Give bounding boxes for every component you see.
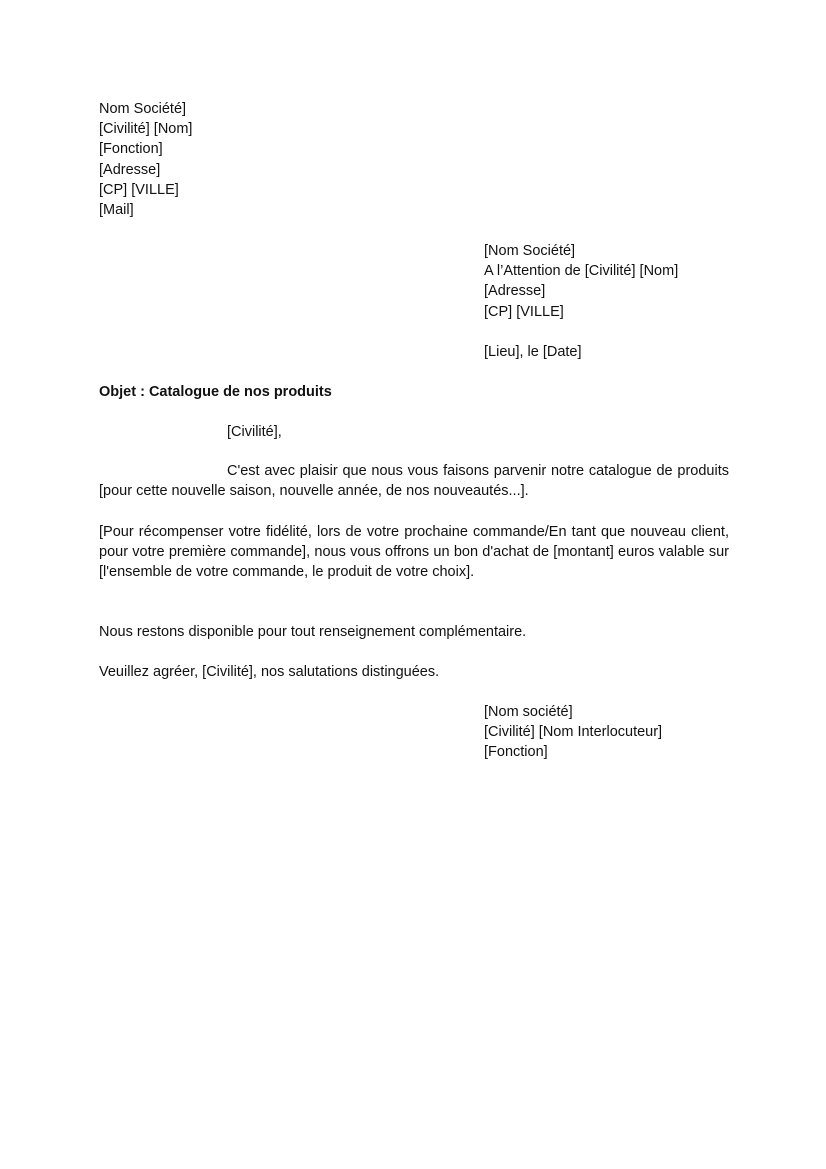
closing-formula: Veuillez agréer, [Civilité], nos salutations distinguées. [99,664,440,680]
sender-name: [Civilité] [Nom] [99,121,193,138]
body-paragraph-voucher: [Pour récompenser votre fidélité, lors de votre prochaine commande/En tant que nouveau client, pour votre première commande], nous vous offrons un bon d'achat de [montant] euros valable sur [l'ensemble de votre commande, le produit de votre choix]. [99,524,729,581]
salutation-text: [Civilité], [227,424,282,440]
salutation [227,422,282,442]
sender-city: [CP] [VILLE] [99,181,179,198]
sender-function: [Fonction] [99,141,163,158]
recipient-company: [Nom Société] [484,243,576,259]
signature-company: [Nom société] [484,704,573,720]
date-line: [Lieu], le [Date] [484,344,582,360]
subject-line [99,382,332,402]
signature-interlocutor: [Civilité] [Nom Interlocuteur] [484,724,663,741]
sender-address: [Adresse] [99,161,161,178]
body-paragraph-catalogue: C'est avec plaisir que nous vous faisons parvenir notre catalogue de produits [pour cette nouvelle saison, nouvelle année, de nos nouveautés...]. [99,463,729,500]
recipient-attention: A l’Attention de [Civilité] [Nom] [484,263,679,280]
recipient-city: [CP] [VILLE] [484,303,564,320]
recipient-block [484,241,678,322]
sender-mail: [Mail] [99,201,134,218]
signature-block [484,702,662,763]
body-paragraph-availability: Nous restons disponible pour tout renseignement complémentaire. [99,624,527,640]
date-block [484,342,582,362]
subject-text: Objet : Catalogue de nos produits [99,384,332,400]
recipient-address: [Adresse] [484,283,546,300]
signature-function: [Fonction] [484,744,548,761]
sender-block [99,99,192,220]
sender-company: Nom Société] [99,101,187,117]
